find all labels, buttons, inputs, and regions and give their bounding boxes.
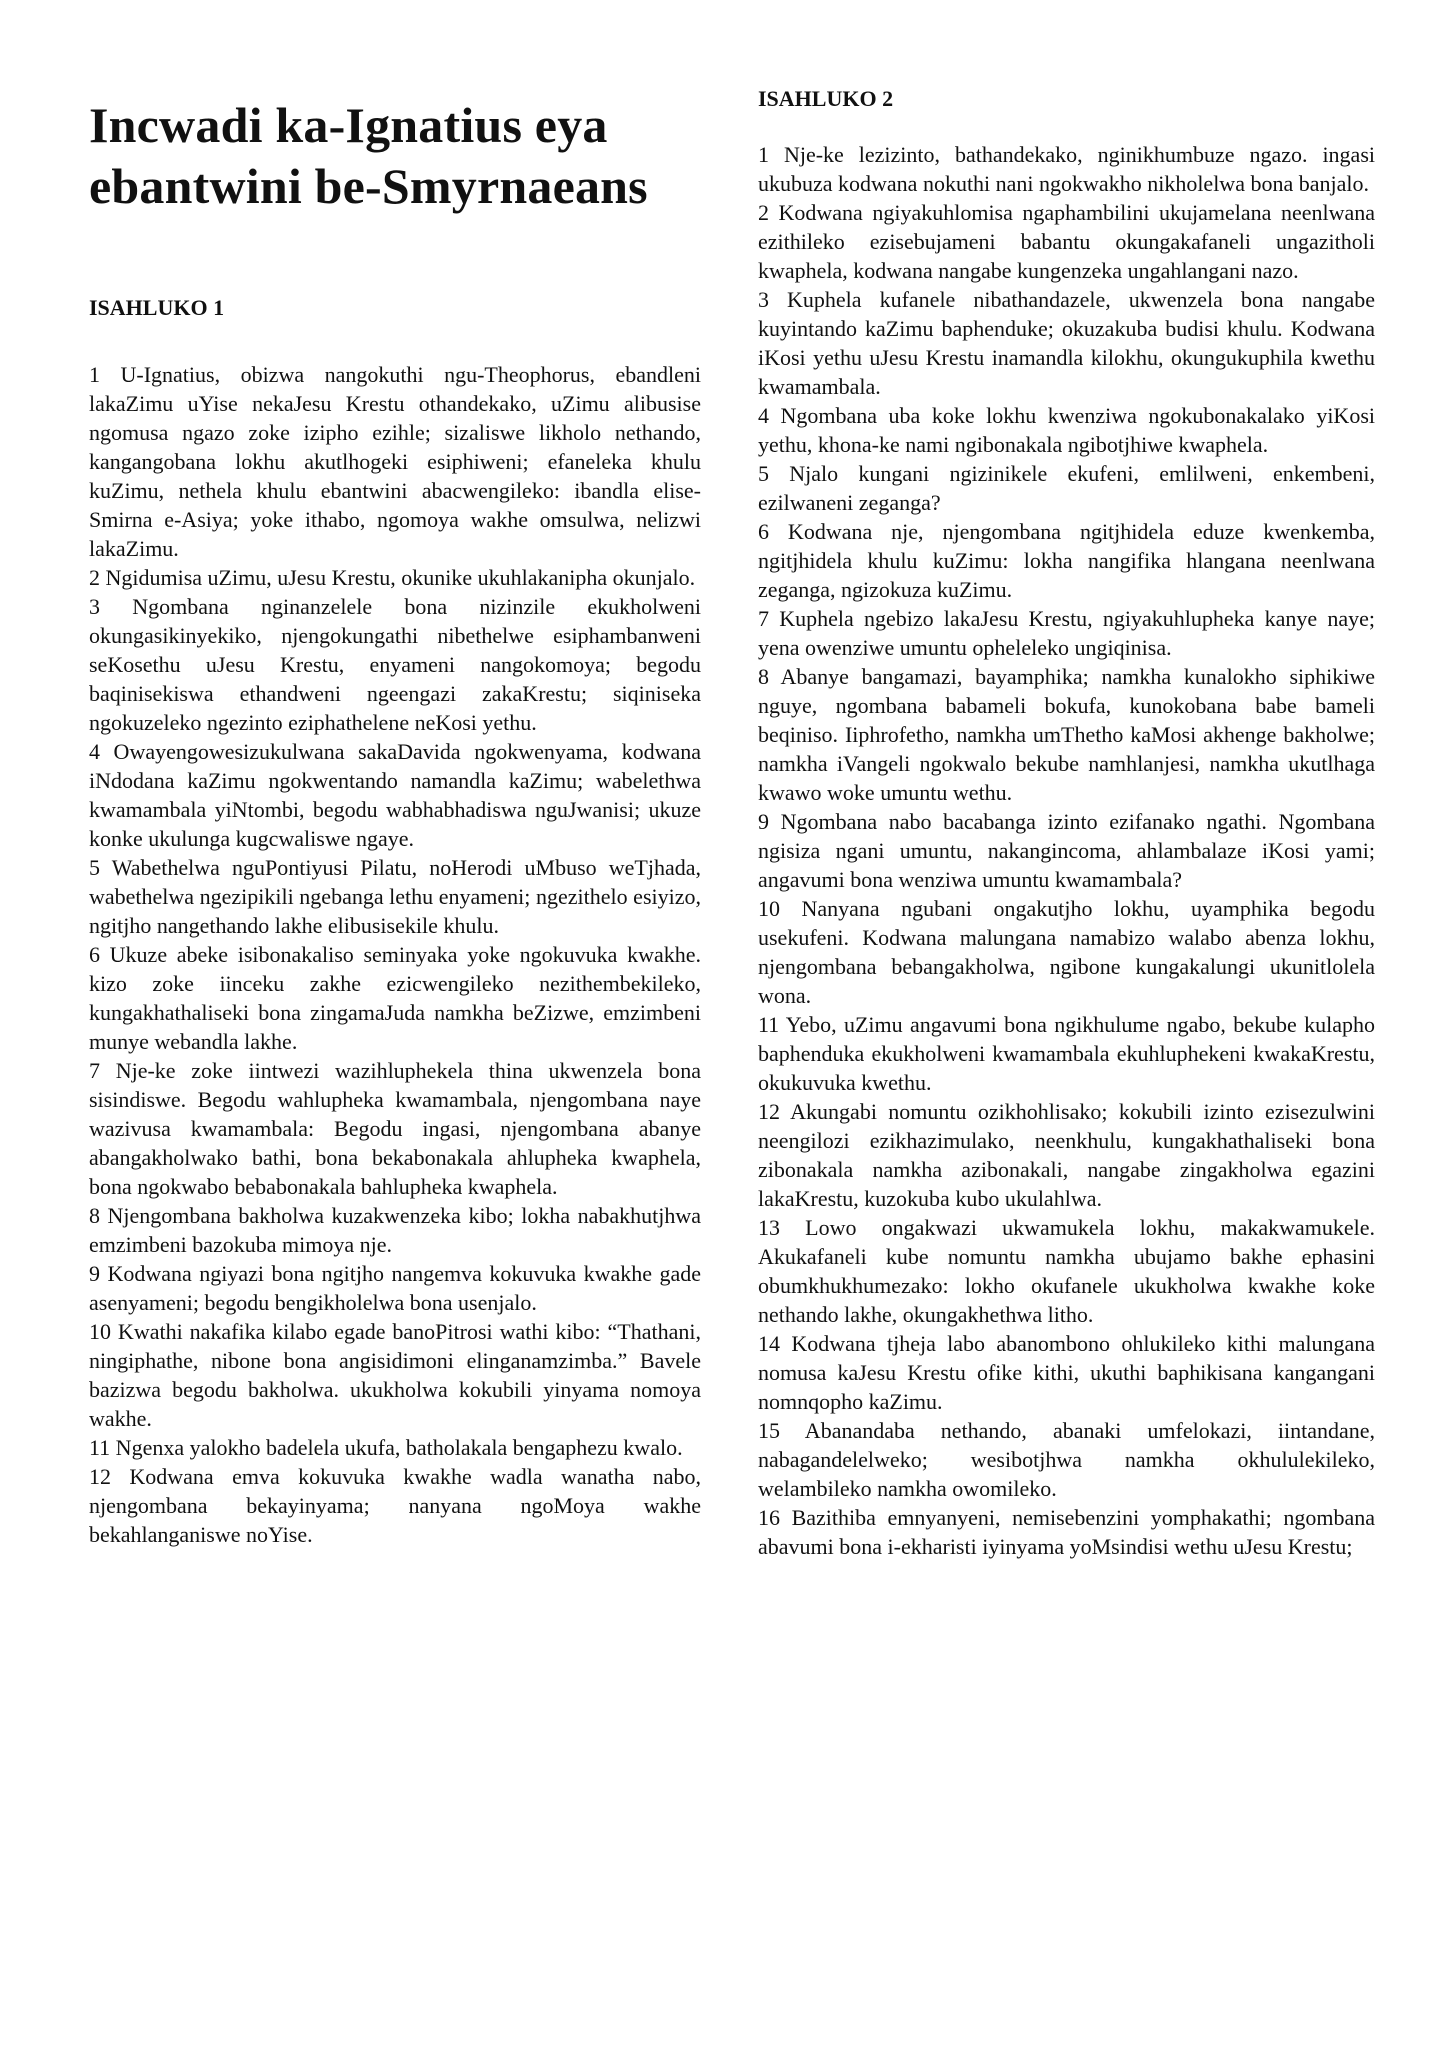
verse-2-7: 7 Kuphela ngebizo lakaJesu Krestu, ngiyakuhlupheka kanye naye; yena owenziwe umuntu opheleleko ungiqinisa.: [758, 606, 1375, 660]
verse-1-7: 7 Nje-ke zoke iintwezi wazihluphekela thina ukwenzela bona sisindiswe. Begodu wahlupheka kwamambala, njengombana naye wazivusa kwamambala: Begodu ingasi, njengombana abanye abangakholwako bathi, bona bekabonakala ahlupheka kwaphela, bona ngokwabo bebabonakala bahlupheka kwaphela.: [89, 1058, 701, 1199]
verse-2-11: 11 Yebo, uZimu angavumi bona ngikhulume ngabo, bekube kulapho baphenduka ekukholweni kwamambala ekuhluphekeni kwakaKrestu, okukuvuka kwethu.: [758, 1012, 1375, 1095]
chapter-2-verses: [758, 140, 1375, 1561]
verse-2-8: 8 Abanye bangamazi, bayamphika; namkha kunalokho siphikiwe nguye, ngombana babameli bokufa, kunokobana babe bameli beqiniso. Iiphrofetho, namkha umThetho kaMosi akhenge bakholwe; namkha iVangeli ngokwalo bekube namhlanjesi, namkha ukutlhaga kwawo woke umuntu wethu.: [758, 664, 1375, 805]
verse-1-4: 4 Owayengowesizukulwana sakaDavida ngokwenyama, kodwana iNdodana kaZimu ngokwentando namandla kaZimu; wabelethwa kwamambala yiNtombi, begodu wabhabhadiswa nguJwanisi; ukuze konke ukulunga kugcwaliswe ngaye.: [89, 739, 701, 851]
verse-1-5: 5 Wabethelwa nguPontiyusi Pilatu, noHerodi uMbuso weTjhada, wabethelwa ngezipikili ngebanga lethu enyameni; ngezithelo esiyizo, ngitjho nangethando lakhe elibusisekile khulu.: [89, 855, 701, 938]
verse-1-12: 12 Kodwana emva kokuvuka kwakhe wadla wanatha nabo, njengombana bekayinyama; nanyana ngoMoya wakhe bekahlanganiswe noYise.: [89, 1464, 701, 1547]
verse-2-1: 1 Nje-ke lezizinto, bathandekako, nginikhumbuze ngazo. ingasi ukubuza kodwana nokuthi nani ngokwakho nikholelwa bona banjalo.: [758, 142, 1375, 196]
chapter-1-heading: ISAHLUKO 1: [89, 295, 225, 320]
verse-2-15: 15 Abanandaba nethando, abanaki umfelokazi, iintandane, nabagandelelweko; wesibotjhwa namkha okhululekileko, welambileko namkha owomileko.: [758, 1418, 1375, 1501]
verse-2-2: 2 Kodwana ngiyakuhlomisa ngaphambilini ukujamelana neenlwana ezithileko ezisebujameni babantu okungakafaneli ungazitholi kwaphela, kodwana nangabe kungenzeka ungahlangani nazo.: [758, 200, 1375, 283]
verse-2-14: 14 Kodwana tjheja labo abanombono ohlukileko kithi malungana nomusa kaJesu Krestu ofike kithi, ukuthi baphikisana kangangani nomnqopho kaZimu.: [758, 1331, 1375, 1414]
left-column: [89, 0, 701, 1549]
right-column: [758, 0, 1375, 1561]
verse-2-13: 13 Lowo ongakwazi ukwamukela lokhu, makakwamukele. Akukafaneli kube nomuntu namkha ubujamo bakhe ephasini obumkhukhumezako: lokho okufanele ukukholwa kwakhe koke nethando lakhe, okungakhethwa litho.: [758, 1215, 1375, 1327]
verse-1-9: 9 Kodwana ngiyazi bona ngitjho nangemva kokuvuka kwakhe gade asenyameni; begodu bengikholelwa bona usenjalo.: [89, 1261, 701, 1315]
verse-1-8: 8 Njengombana bakholwa kuzakwenzeka kibo; lokha nabakhutjhwa emzimbeni bazokuba mimoya nje.: [89, 1203, 701, 1257]
chapter-1-verses: [89, 360, 701, 1549]
verse-1-6: 6 Ukuze abeke isibonakaliso seminyaka yoke ngokuvuka kwakhe. kizo zoke iinceku zakhe ezicwengileko nezithembekileko, kungakhathaliseki bona zingamaJuda namkha beZizwe, emzimbeni munye webandla lakhe.: [89, 942, 701, 1054]
verse-1-11: 11 Ngenxa yalokho badelela ukufa, batholakala bengaphezu kwalo.: [89, 1435, 683, 1460]
verse-2-16: 16 Bazithiba emnyanyeni, nemisebenzini yomphakathi; ngombana abavumi bona i-ekharisti iyinyama yoMsindisi wethu uJesu Krestu;: [758, 1505, 1375, 1559]
verse-2-10: 10 Nanyana ngubani ongakutjho lokhu, uyamphika begodu usekufeni. Kodwana malungana namabizo walabo abenza lokhu, njengombana bebangakholwa, ngibone kungakalungi ukunitlolela wona.: [758, 896, 1375, 1008]
document-title: Incwadi ka-Ignatius eya ebantwini be-Smyrnaeans: [89, 97, 648, 214]
verse-1-3: 3 Ngombana nginanzelele bona nizinzile ekukholweni okungasikinyekiko, njengokungathi nibethelwe esiphambanweni seKosethu uJesu Krestu, enyameni nangokomoya; begodu baqinisekiswa ethandweni ngeengazi zakaKrestu; siqiniseka ngokuzeleko ngezinto eziphathelene neKosi yethu.: [89, 594, 701, 735]
verse-2-9: 9 Ngombana nabo bacabanga izinto ezifanako ngathi. Ngombana ngisiza ngani umuntu, nakangincoma, ahlambalaze iKosi yami; angavumi bona wenziwa umuntu kwamambala?: [758, 809, 1375, 892]
verse-1-2: 2 Ngidumisa uZimu, uJesu Krestu, okunike ukuhlakanipha okunjalo.: [89, 565, 696, 590]
verse-1-1: 1 U-Ignatius, obizwa nangokuthi ngu-Theophorus, ebandleni lakaZimu uYise nekaJesu Krestu othandekako, uZimu alibusise ngomusa ngazo zoke izipho ezihle; sizaliswe likholo nethando, kangangobana lokhu akutlhogeki esiphiweni; efaneleka khulu kuZimu, nethela khulu ebantwini abacwengileko: ibandla elise-Smirna e-Asiya; yoke ithabo, ngomoya wakhe omsulwa, nelizwi lakaZimu.: [89, 362, 701, 561]
verse-2-4: 4 Ngombana uba koke lokhu kwenziwa ngokubonakalako yiKosi yethu, khona-ke nami ngibonakala ngibotjhiwe kwaphela.: [758, 403, 1375, 457]
verse-2-12: 12 Akungabi nomuntu ozikhohlisako; kokubili izinto ezisezulwini neengilozi ezikhazimulako, neenkhulu, kungakhathaliseki bona zibonakala namkha azibonakali, nangabe zingakholwa egazini lakaKrestu, kuzokuba kubo ukulahlwa.: [758, 1099, 1375, 1211]
chapter-2-heading: ISAHLUKO 2: [758, 86, 894, 111]
verse-2-5: 5 Njalo kungani ngizinikele ekufeni, emlilweni, enkembeni, ezilwaneni zeganga?: [758, 461, 1375, 515]
verse-2-6: 6 Kodwana nje, njengombana ngitjhidela eduze kwenkemba, ngitjhidela khulu kuZimu: lokha nangifika hlangana neenlwana zeganga, ngizokuza kuZimu.: [758, 519, 1375, 602]
verse-2-3: 3 Kuphela kufanele nibathandazele, ukwenzela bona nangabe kuyintando kaZimu baphenduke; okuzakuba budisi khulu. Kodwana iKosi yethu uJesu Krestu inamandla kilokhu, okungukuphila kwethu kwamambala.: [758, 287, 1375, 399]
verse-1-10: 10 Kwathi nakafika kilabo egade banoPitrosi wathi kibo: “Thathani, ningiphathe, nibone bona angisidimoni elinganamzimba.” Bavele bazizwa begodu bakholwa. ukukholwa kokubili yinyama nomoya wakhe.: [89, 1319, 701, 1431]
